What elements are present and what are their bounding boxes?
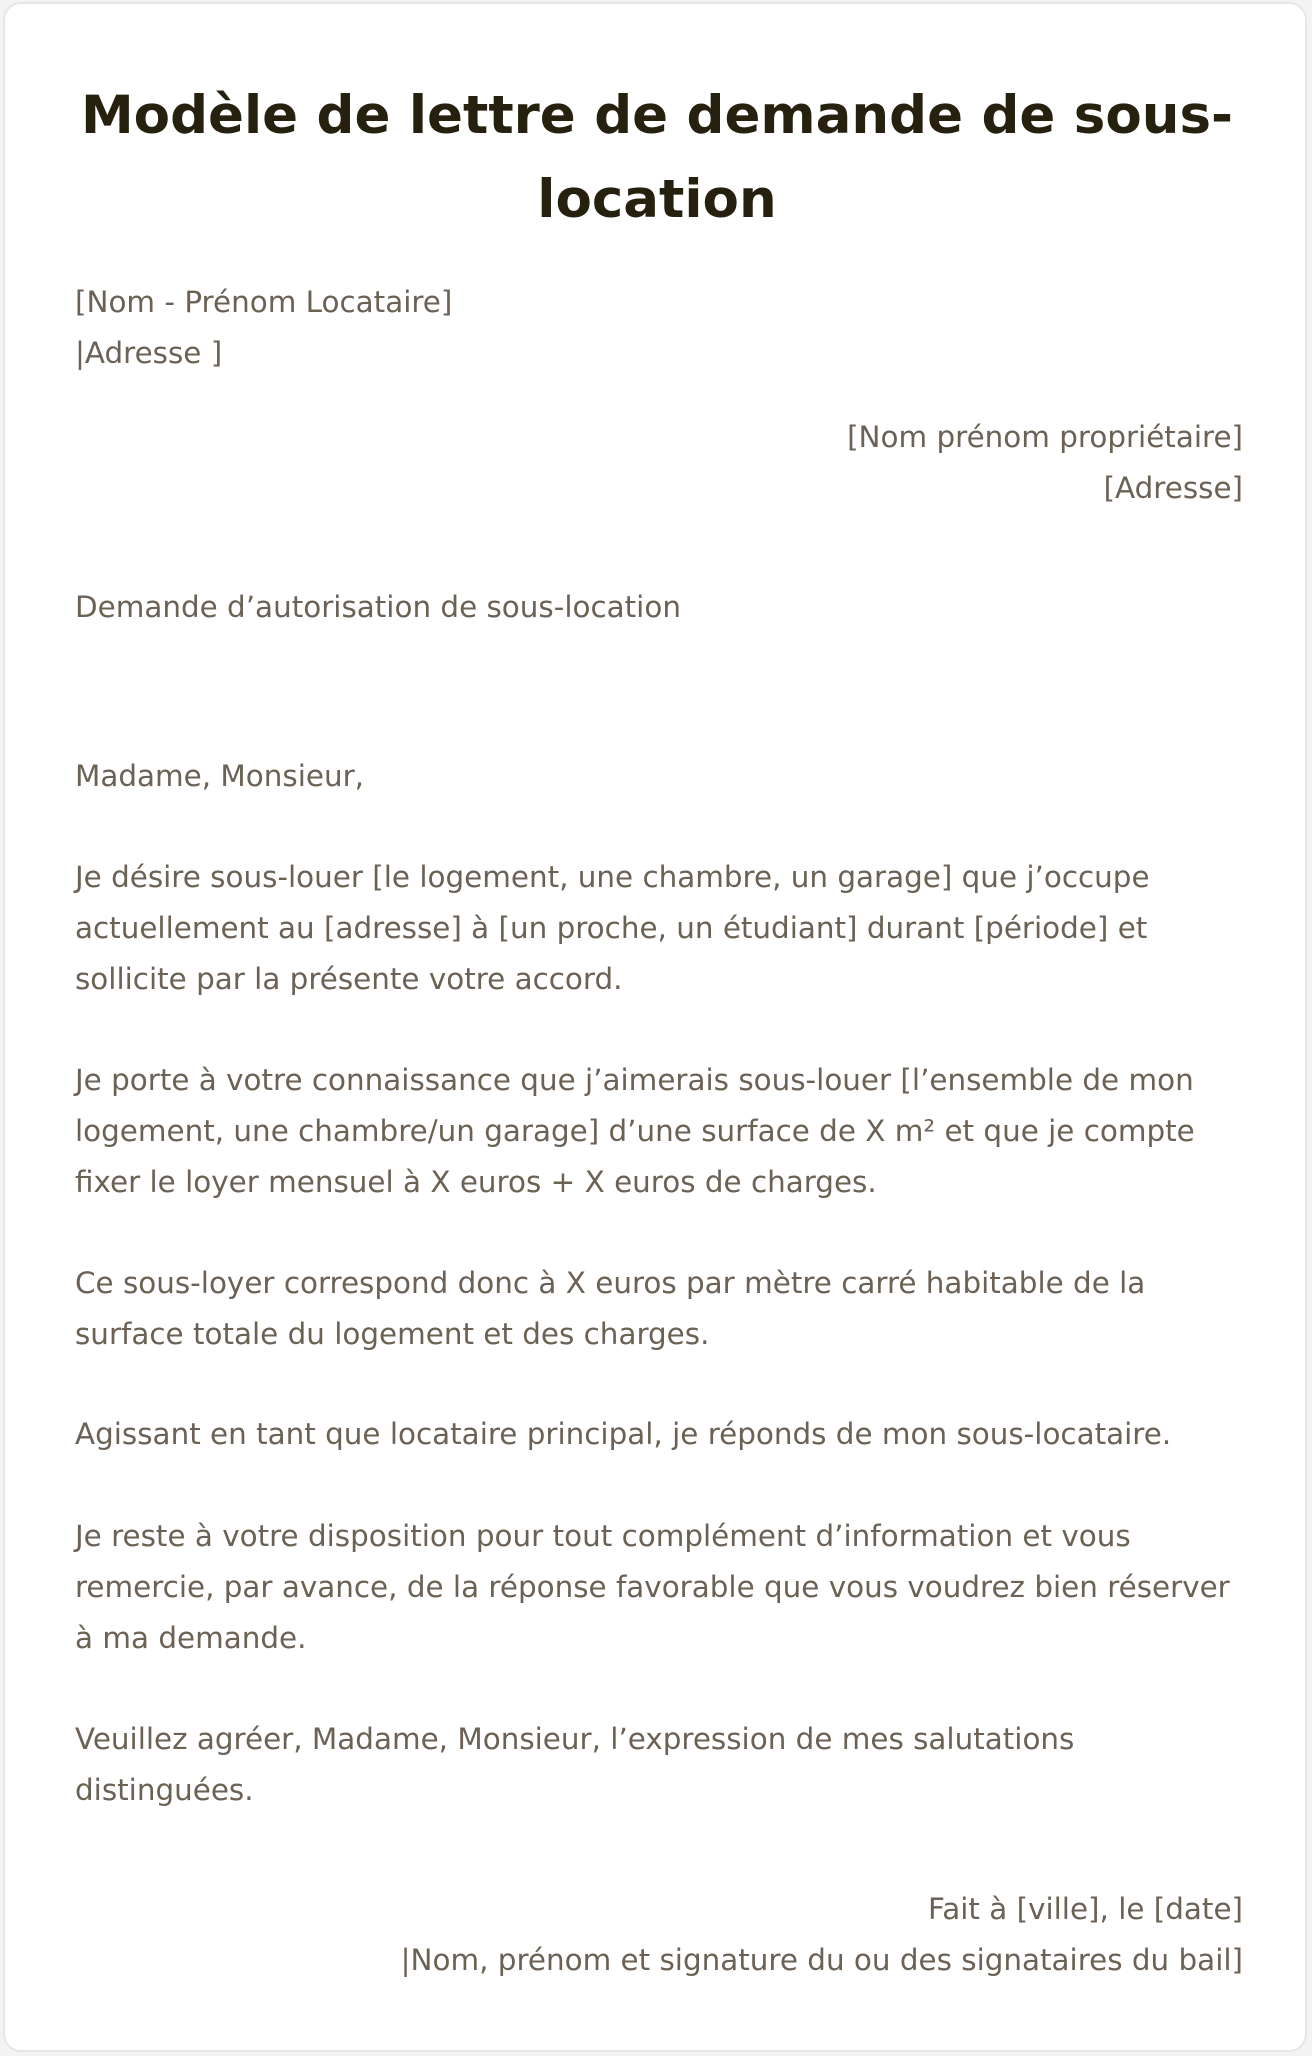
paragraph-closing: Veuillez agréer, Madame, Monsieur, l’expression de mes salutations distinguées. xyxy=(75,1722,1075,1807)
sender-address: |Adresse ] xyxy=(75,336,223,370)
sender-block xyxy=(75,277,1247,379)
sender-name: [Nom - Prénom Locataire] xyxy=(75,285,453,319)
signature-block xyxy=(75,1884,1243,1986)
paragraph-details: Je porte à votre connaissance que j’aimerais sous-louer [l’ensemble de mon logement, une chambre/un garage] d’une surface de X m² et que je compte fixer le loyer mensuel à X euros + X euros de charges. xyxy=(75,1063,1195,1199)
letter-title: Modèle de lettre de demande de sous-location xyxy=(80,85,1234,230)
letter-subject: Demande d’autorisation de sous-location xyxy=(75,590,681,624)
paragraph-responsibility: Agissant en tant que locataire principal, je réponds de mon sous-locataire. xyxy=(75,1417,1172,1451)
paragraph-availability: Je reste à votre disposition pour tout complément d’information et vous remercie, par avance, de la réponse favorable que vous voudrez bien réserver à ma demande. xyxy=(75,1519,1230,1655)
place-date: Fait à [ville], le [date] xyxy=(928,1892,1243,1926)
recipient-block xyxy=(75,412,1243,514)
paragraph-price: Ce sous-loyer correspond donc à X euros par mètre carré habitable de la surface totale du logement et des charges. xyxy=(75,1266,1146,1351)
signature-line: |Nom, prénom et signature du ou des signataires du bail] xyxy=(400,1943,1243,1977)
paragraph-request: Je désire sous-louer [le logement, une chambre, un garage] que j’occupe actuellement au [adresse] à [un proche, un étudiant] durant [période] et sollicite par la présente votre accord. xyxy=(75,860,1150,996)
letter-card xyxy=(3,2,1307,2052)
salutation: Madame, Monsieur, xyxy=(75,759,365,793)
recipient-name: [Nom prénom propriétaire] xyxy=(847,420,1243,454)
recipient-address: [Adresse] xyxy=(1103,471,1243,505)
